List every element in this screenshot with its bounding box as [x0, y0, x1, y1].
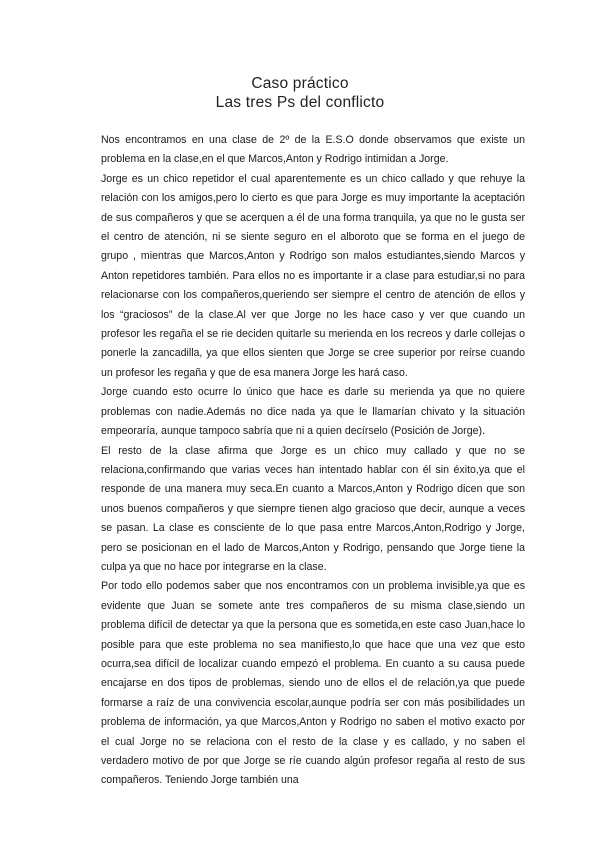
document-subtitle: Las tres Ps del conflicto [215, 94, 385, 111]
paragraph: Jorge es un chico repetidor el cual aparentemente es un chico callado y que rehuye la relación con los amigos,pero lo cierto es que para Jorge es muy importante la aceptación de sus compañeros y que se acerquen a él de una forma tranquila, ya que no le gusta ser el centro de atención, ni se siente seguro en el alboroto que se forma en el juego de grupo , mientras que Marcos,Anton y Rodrigo son malos estudiantes,siendo Marcos y Anton repetidores también. Para ellos no es importante ir a clase para estudiar,si no para relacionarse con los compañeros,queriendo ser siempre el centro de atención de ellos y los “graciosos” de la clase.Al ver que Jorge no les hace caso y ver que cuando un profesor les regaña el se rie deciden quitarle su merienda en los recreos y darle collejas o ponerle la zancadilla, ya que ellos sienten que Jorge se cree superior por reírse cuando un profesor les regaña y que de esa manera Jorge les hará caso. [101, 172, 525, 379]
document-body [101, 131, 525, 791]
paragraph: Por todo ello podemos saber que nos encontramos con un problema invisible,ya que es evidente que Juan se somete ante tres compañeros de su misma clase,siendo un problema difícil de detectar ya que la persona que es sometida,en este caso Juan,hace lo posible para que este problema no sea manifiesto,lo que hace que una vez que esto ocurra,sea difícil de localizar cuando empezó el problema. En cuanto a su causa puede encajarse en dos tipos de problemas, siendo uno de ellos el de relación,ya que puede formarse a raíz de una convivencia escolar,aunque podría ser con más posibilidades un problema de información, ya que Marcos,Anton y Rodrigo no saben el motivo exacto por el cual Jorge no se relaciona con el resto de la clase y es callado, y no saben el verdadero motivo de por que Jorge se ríe cuando algún profesor regaña al resto de sus compañeros. Teniendo Jorge también una [101, 580, 525, 787]
paragraph: Nos encontramos en una clase de 2º de la E.S.O donde observamos que existe un problema en la clase,en el que Marcos,Anton y Rodrigo intimidan a Jorge. [101, 134, 525, 166]
document-title: Caso práctico [251, 75, 349, 92]
title-block [0, 74, 600, 112]
paragraph: Jorge cuando esto ocurre lo único que hace es darle su merienda ya que no quiere problemas con nadie.Además no dice nada ya que le llamarían chivato y la situación empeoraría, aunque tampoco sabría que ni a quien decírselo (Posición de Jorge). [101, 386, 525, 438]
paragraph: El resto de la clase afirma que Jorge es un chico muy callado y que no se relaciona,confirmando que varias veces han intentado hablar con él sin éxito,ya que el responde de una manera muy seca.En cuanto a Marcos,Anton y Rodrigo dicen que son unos buenos compañeros y que siempre tienen algo gracioso que decir, aunque a veces se pasan. La clase es consciente de lo que pasa entre Marcos,Anton,Rodrigo y Jorge, pero se posicionan en el lado de Marcos,Anton y Rodrigo, pensando que Jorge tiene la culpa ya que no hace por integrarse en la clase. [101, 444, 525, 573]
